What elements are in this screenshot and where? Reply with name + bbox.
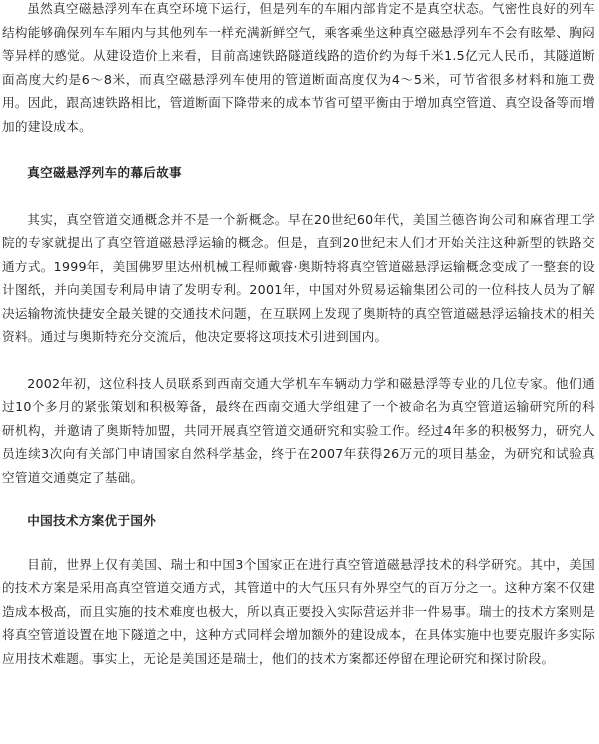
section-heading-backstory: 真空磁悬浮列车的幕后故事 — [27, 165, 182, 180]
paragraph-spacer — [2, 349, 595, 372]
paragraph-spacer — [2, 489, 595, 509]
paragraph-spacer — [2, 533, 595, 553]
paragraph-history: 其实，真空管道交通概念并不是一个新概念。早在20世纪60年代，美国兰德咨询公司和麻省理工学院的专家就提出了真空管道磁悬浮运输的概念。但是，直到20世纪末人们才开始关注这种新型的铁路交通方式。1999年，美国佛罗里达州机械工程师戴睿·奥斯特将真空管道磁悬浮运输概念变成了一整套的设计图纸，并向美国专利局申请了发明专利。2001年，中国对外贸易运输集团公司的一位科技人员为了解决运输物流快捷安全最关键的交通技术问题，在互联网上发现了奥斯特的真空管道磁悬浮运输技术的相关资料。通过与奥斯特充分交流后，他决定要将这项技术引进到国内。 — [2, 211, 595, 344]
paragraph-cost-analysis: 虽然真空磁悬浮列车在真空环境下运行，但是列车的车厢内部肯定不是真空状态。气密性良好的列车结构能够确保列车车厢内与其他列车一样充满新鲜空气，乘客乘坐这种真空磁悬浮列车不会有眩晕、胸闷等异样的感觉。从建设造价上来看，目前高速铁路隧道线路的造价约为每千米1.5亿元人民币，其隧道断面高度大约是6～8米，而真空磁悬浮列车使用的管道断面高度仅为4～5米，可节省很多材料和施工费用。因此，跟高速铁路相比，管道断面下降带来的成本节省可望平衡由于增加真空管道、真空设备等而增加的建设成本。 — [2, 1, 595, 134]
paragraph-world-comparison: 目前，世界上仅有美国、瑞士和中国3个国家正在进行真空管道磁悬浮技术的科学研究。其中，美国的技术方案是采用高真空管道交通方式，其管道中的大气压只有外界空气的百万分之一。这种方案不仅建造成本极高，而且实施的技术难度也极大，所以真正要投入实际营运并非一件易事。瑞士的技术方案则是将真空管道设置在地下隧道之中，这种方式同样会增加额外的建设成本，在具体实施中也要克服许多实际应用技术难题。事实上，无论是美国还是瑞士，他们的技术方案都还停留在理论研究和探讨阶段。 — [2, 556, 595, 666]
section-heading-china-advantage: 中国技术方案优于国外 — [27, 513, 157, 528]
paragraph-spacer — [2, 138, 595, 161]
paragraph-research-institute: 2002年初，这位科技人员联系到西南交通大学机车车辆动力学和磁悬浮等专业的几位专家。他们通过10个多月的紧张策划和积极筹备，最终在西南交通大学组建了一个被命名为真空管道运输研究所的科研机构，并邀请了奥斯特加盟，共同开展真空管道交通研究和实验工作。经过4年多的积极努力，研究人员连续3次向有关部门申请国家自然科学基金，终于在2007年获得26万元的项目基金，为研究和试验真空管道交通奠定了基础。 — [2, 375, 595, 485]
paragraph-spacer — [2, 185, 595, 208]
